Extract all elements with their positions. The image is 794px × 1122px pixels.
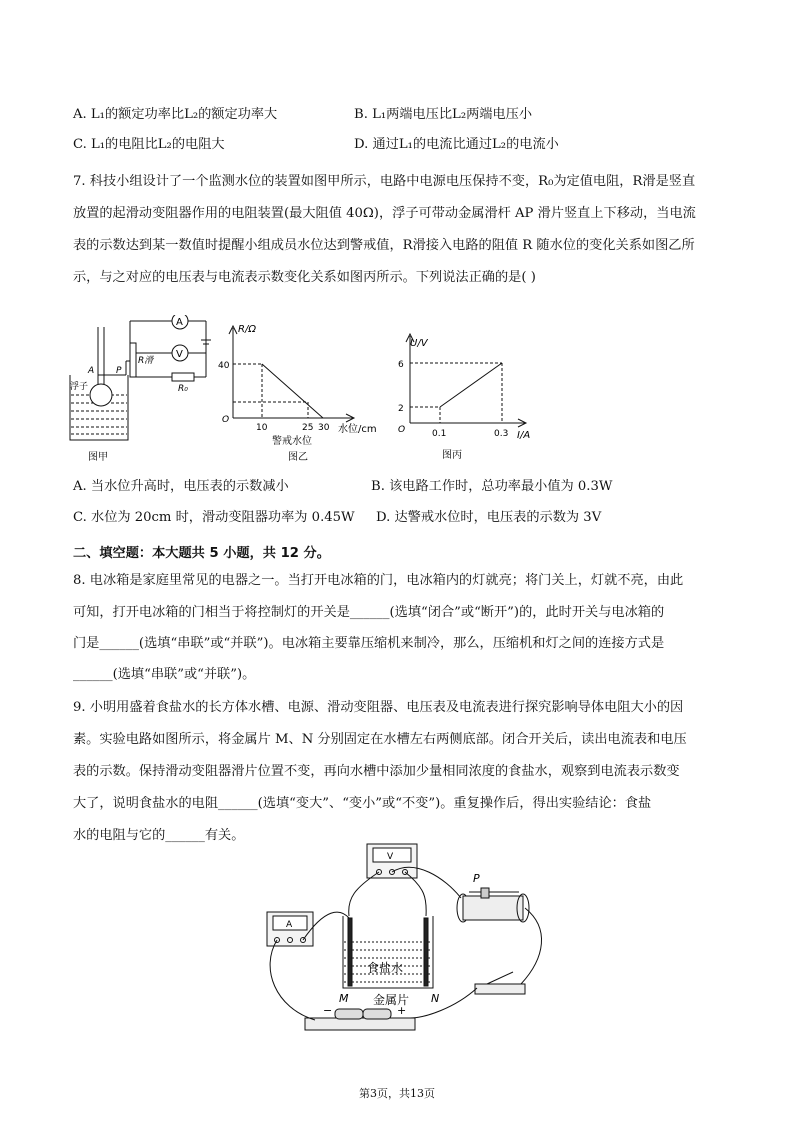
plus-sign: + [397, 1004, 407, 1017]
yi-annotation: 警戒水位 [272, 436, 312, 447]
q8-line-3: 门是______(选填“串联”或“并联”)。电冰箱主要靠压缩机来制冷，那么，压缩机和灯之间的连接方式是 [73, 636, 665, 651]
minus-sign: − [323, 1004, 333, 1017]
bing-ytick-6: 6 [398, 360, 404, 370]
q7-option-d: D. 达警戒水位时，电压表的示数为 3V [376, 510, 602, 525]
figure-yi-graph [218, 318, 393, 466]
figure-bing-caption: 图丙 [442, 450, 462, 461]
yi-origin: O [222, 415, 230, 425]
q9-ammeter-label: A [286, 920, 293, 930]
q9-line-3: 表的示数。保持滑动变阻器滑片位置不变，再向水槽中添加少量相同浓度的食盐水，观察到电流表示数变 [73, 764, 680, 779]
label-n: N [431, 992, 440, 1005]
q7-option-c: C. 水位为 20cm 时，滑动变阻器功率为 0.45W [73, 510, 355, 525]
q7-option-a: A. 当水位升高时，电压表的示数减小 [73, 479, 289, 494]
q7-option-b: B. 该电路工作时，总功率最小值为 0.3W [371, 479, 613, 494]
section-title: 二、填空题：本大题共 5 小题，共 12 分。 [73, 546, 330, 561]
label-p: P [116, 366, 122, 376]
bing-xtick-03: 0.3 [494, 429, 509, 439]
figure-bing-graph [390, 328, 550, 463]
q8-line-2: 可知，打开电冰箱的门相当于将控制灯的开关是______(选填“闭合”或“断开”)的，此时开关与电冰箱的 [73, 605, 665, 620]
q9-line-4: 大了，说明食盐水的电阻______(选填“变大”、“变小”或“不变”)。重复操作后，得出实验结论：食盐 [73, 796, 652, 811]
float-label: 浮子 [70, 382, 89, 392]
figure-yi-caption: 图乙 [288, 452, 308, 463]
q9-line-1: 9. 小明用盛着食盐水的长方体水槽、电源、滑动变阻器、电压表及电流表进行探究影响导体电阻大小的因 [73, 700, 684, 715]
q6-option-a: A. L₁的额定功率比L₂的额定功率大 [73, 107, 278, 122]
bing-xtick-01: 0.1 [432, 429, 447, 439]
q9-line-2: 素。实验电路如图所示，将金属片 M、N 分别固定在水槽左右两侧底部。闭合开关后，读出电流表和电压 [73, 732, 687, 747]
label-a: A [88, 366, 95, 376]
q7-line-4: 示，与之对应的电压表与电流表示数变化关系如图丙所示。下列说法正确的是( ) [73, 270, 536, 285]
q6-option-d: D. 通过L₁的电流比通过L₂的电流小 [354, 137, 559, 152]
q7-line-2: 放置的起滑动变阻器作用的电阻装置(最大阻值 40Ω)，浮子可带动金属滑杆 AP 滑片竖直上下移动，当电流 [73, 206, 696, 221]
figure-jia-caption: 图甲 [88, 452, 108, 463]
bing-origin: O [398, 425, 406, 435]
q9-voltmeter-label: V [387, 852, 394, 862]
r0-label: R₀ [178, 384, 188, 394]
yi-xlabel: 水位/cm [338, 424, 377, 435]
yi-ytick-40: 40 [218, 361, 230, 371]
q7-line-1: 7. 科技小组设计了一个监测水位的装置如图甲所示，电路中电源电压保持不变，R₀为定值电阻，R滑是竖直 [73, 174, 696, 189]
figure-q9-circuit [255, 838, 555, 1050]
q7-line-3: 表的示数达到某一数值时提醒小组成员水位达到警戒值，R滑接入电路的阻值 R 随水位的变化关系如图乙所 [73, 238, 695, 253]
bing-ytick-2: 2 [398, 404, 404, 414]
q9-line-5: 水的电阻与它的______有关。 [73, 828, 245, 843]
label-m: M [339, 992, 349, 1005]
ammeter-label: A [176, 317, 183, 328]
yi-ylabel: R/Ω [238, 324, 256, 335]
r-slide-label: R滑 [138, 356, 154, 366]
q6-option-c: C. L₁的电阻比L₂的电阻大 [73, 137, 225, 152]
salt-water-label: 食盐水 [367, 961, 404, 975]
q9-label-p: P [473, 872, 480, 885]
yi-xtick-25: 25 [302, 423, 314, 433]
q8-line-4: ______(选填“串联”或“并联”)。 [73, 667, 256, 682]
metal-plate-label: 金属片 [373, 993, 410, 1007]
bing-xlabel: I/A [517, 430, 531, 441]
page-footer: 第3页，共13页 [359, 1087, 435, 1100]
yi-xtick-10: 10 [256, 423, 268, 433]
bing-ylabel: U/V [410, 338, 428, 349]
yi-xtick-30: 30 [318, 423, 330, 433]
voltmeter-label: V [176, 349, 183, 360]
q8-line-1: 8. 电冰箱是家庭里常见的电器之一。当打开电冰箱的门，电冰箱内的灯就亮；将门关上，灯就不亮，由此 [73, 573, 684, 588]
q6-option-b: B. L₁两端电压比L₂两端电压小 [354, 107, 533, 122]
figure-jia-circuit [68, 315, 218, 463]
